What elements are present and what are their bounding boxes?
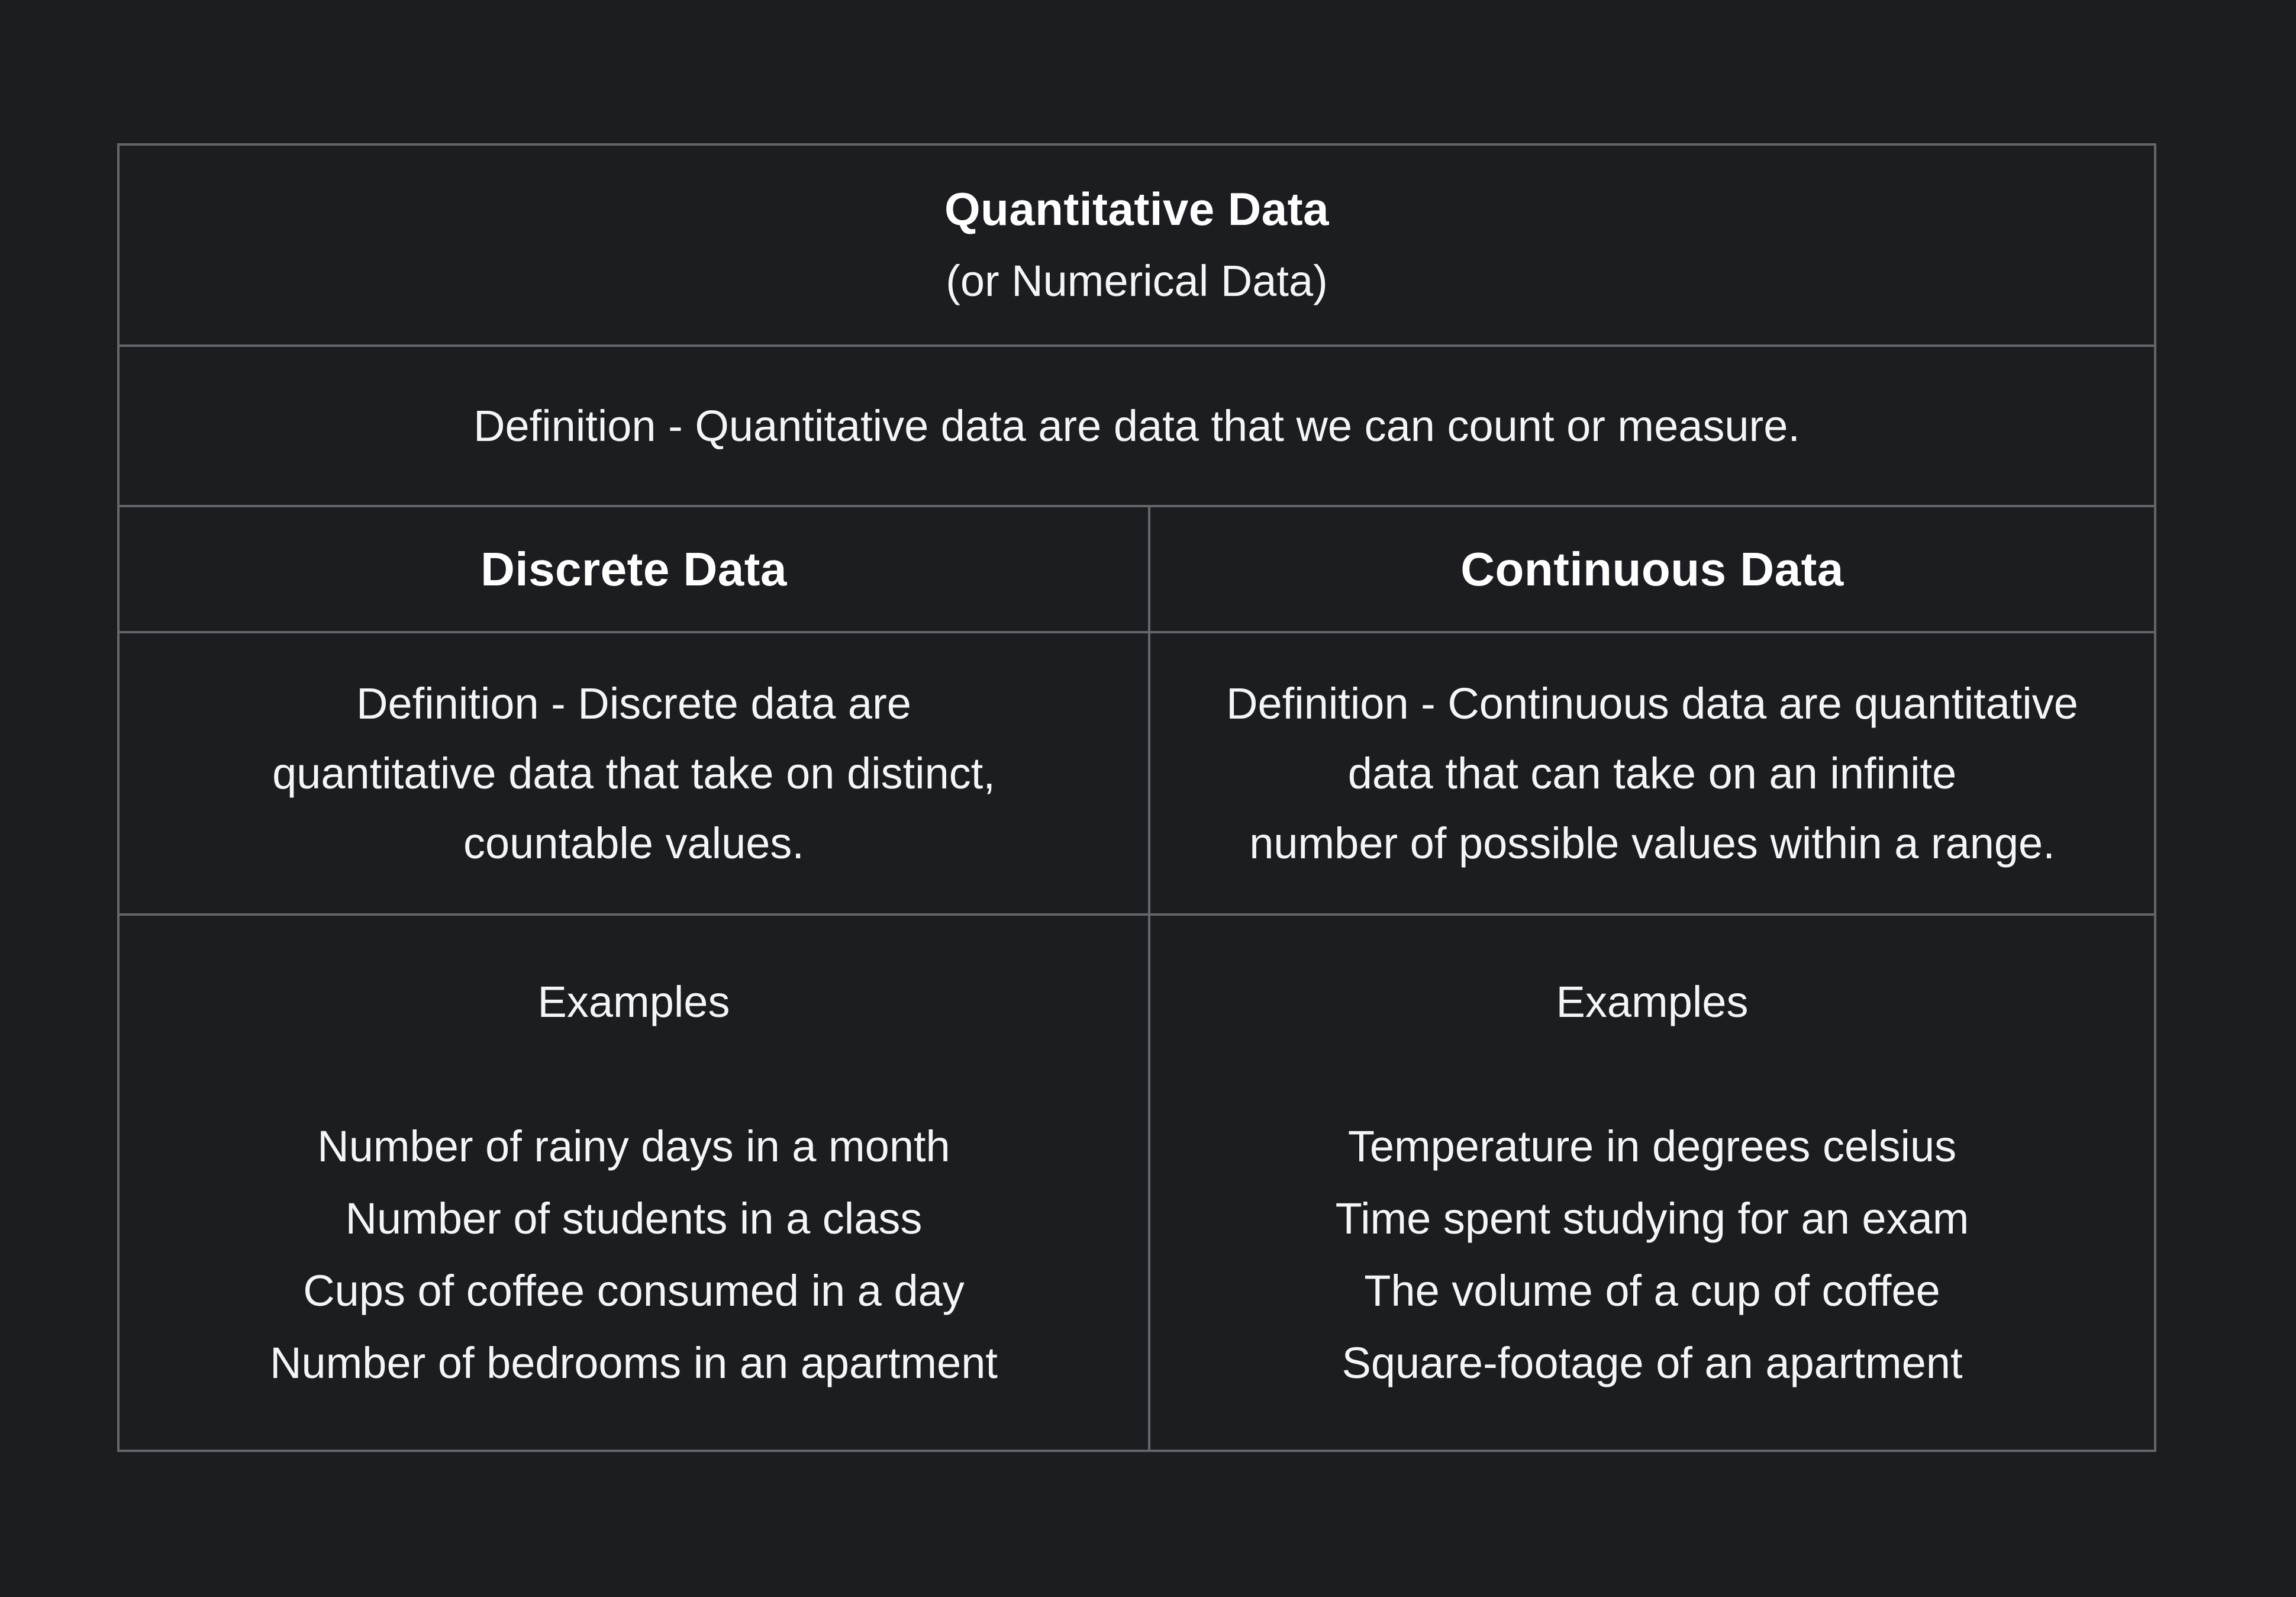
page-subtitle: (or Numerical Data) <box>946 256 1328 305</box>
continuous-definition-line: data that can take on an infinite <box>1347 748 1957 798</box>
page-title: Quantitative Data <box>944 183 1329 235</box>
discrete-header-cell <box>120 507 1148 631</box>
continuous-definition-line: number of possible values within a range. <box>1249 818 2055 868</box>
discrete-data-header: Discrete Data <box>481 542 787 595</box>
continuous-examples-cell <box>1148 916 2154 1450</box>
definition-row <box>120 344 2154 505</box>
discrete-examples-cell <box>120 916 1148 1450</box>
continuous-data-header: Continuous Data <box>1460 542 1844 595</box>
continuous-header-cell <box>1148 507 2154 631</box>
examples-row <box>120 913 2154 1450</box>
continuous-example-item: The volume of a cup of coffee <box>1364 1266 1940 1315</box>
continuous-definition-cell <box>1148 633 2154 913</box>
discrete-definition-cell <box>120 633 1148 913</box>
column-headers-row <box>120 505 2154 631</box>
discrete-examples-heading: Examples <box>537 977 730 1026</box>
discrete-example-item: Number of students in a class <box>345 1194 923 1243</box>
quantitative-definition-text: Definition - Quantitative data are data that we can count or measure. <box>473 401 1800 450</box>
column-definitions-row <box>120 631 2154 913</box>
quantitative-data-table <box>117 143 2156 1452</box>
discrete-example-item: Number of bedrooms in an apartment <box>270 1338 998 1387</box>
discrete-definition-line: quantitative data that take on distinct, <box>272 748 995 798</box>
discrete-example-item: Cups of coffee consumed in a day <box>303 1266 965 1315</box>
title-row <box>120 146 2154 344</box>
continuous-example-item: Temperature in degrees celsius <box>1347 1122 1957 1171</box>
continuous-example-item: Square-footage of an apartment <box>1342 1338 1963 1387</box>
continuous-example-item: Time spent studying for an exam <box>1335 1194 1969 1243</box>
discrete-definition-line: countable values. <box>463 818 804 868</box>
continuous-definition-line: Definition - Continuous data are quantitative <box>1226 678 2078 728</box>
discrete-example-item: Number of rainy days in a month <box>317 1122 950 1171</box>
continuous-examples-heading: Examples <box>1556 977 1749 1026</box>
discrete-definition-line: Definition - Discrete data are <box>356 678 911 728</box>
